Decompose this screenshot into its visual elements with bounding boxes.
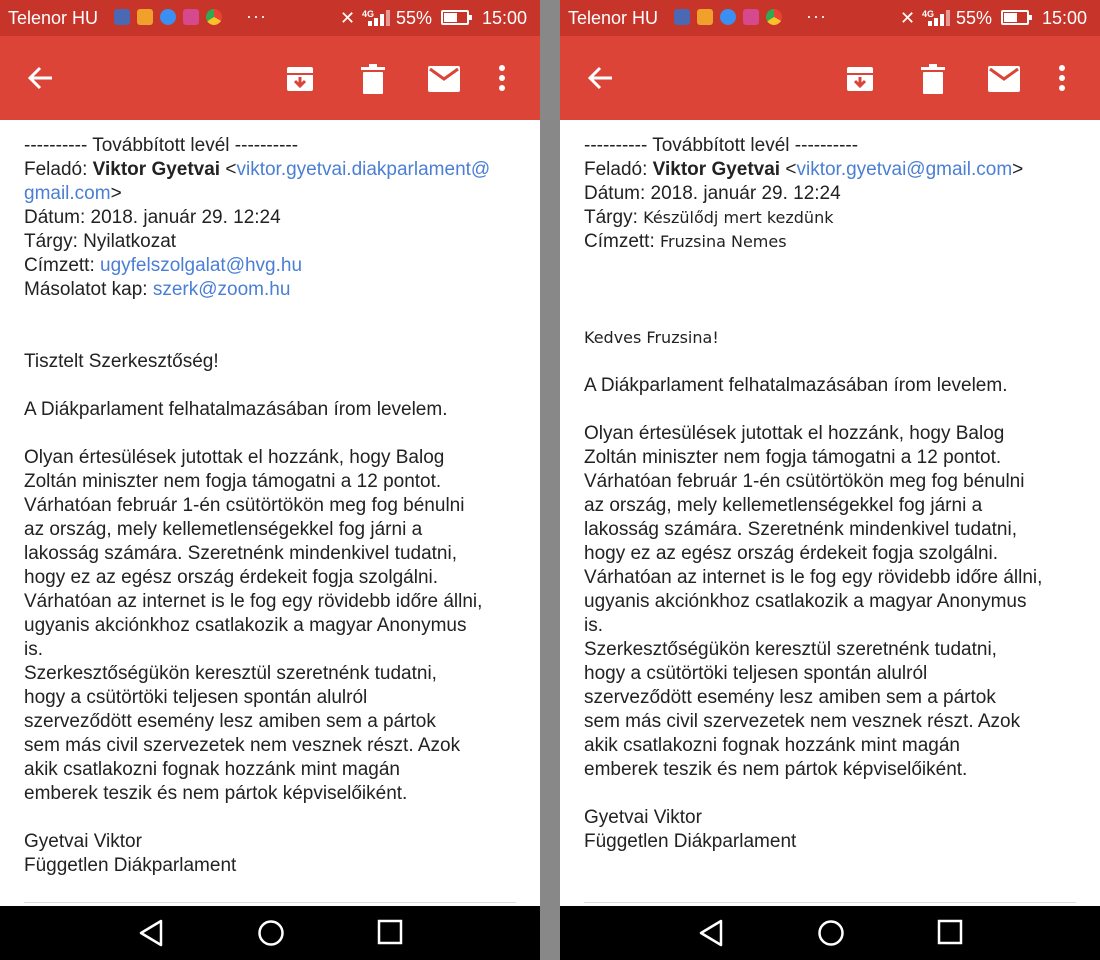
body-line: emberek teszik és nem pártok képviselőiként.	[584, 759, 968, 780]
body-line: sem más civil szervezetek nem vesznek részt. Azok	[584, 711, 1021, 732]
sender-email-link[interactable]: viktor.gyetvai.diakparlament@	[236, 159, 491, 180]
app-bar	[0, 36, 540, 120]
signature-org: Független Diákparlament	[24, 855, 237, 876]
cc-email-link[interactable]: szerk@zoom.hu	[152, 279, 291, 300]
lock-app-icon	[697, 9, 713, 25]
battery-icon	[441, 10, 469, 25]
date-line: Dátum: 2018. január 29. 12:24	[24, 207, 281, 228]
notification-icons	[114, 9, 229, 27]
body-line: lakosság számára. Szeretnénk mindenkivel tudatni,	[24, 543, 458, 564]
signal-strength-icon	[926, 10, 950, 26]
body-paragraph	[584, 422, 1084, 782]
nav-back-icon[interactable]	[698, 919, 724, 947]
mute-icon: ✕	[340, 8, 356, 28]
mail-icon[interactable]	[428, 66, 460, 92]
email-body	[24, 134, 524, 878]
body-line: sem más civil szervezetek nem vesznek részt. Azok	[24, 735, 461, 756]
from-line	[584, 158, 1084, 182]
body-line: szerveződött esemény lesz amiben sem a pártok	[24, 711, 436, 732]
date-line: Dátum: 2018. január 29. 12:24	[584, 183, 841, 204]
body-line: is.	[24, 639, 43, 660]
intro-line: A Diákparlament felhatalmazásában írom levelem.	[584, 375, 1008, 396]
body-line: Várhatóan február 1-én csütörtökön meg fog bénulni	[584, 471, 1025, 492]
body-line: lakosság számára. Szeretnénk mindenkivel tudatni,	[584, 519, 1018, 540]
chrome-icon	[766, 9, 782, 25]
nav-recents-icon[interactable]	[377, 919, 403, 945]
body-line: akik csatlakozni fognak hozzánk mint magán	[24, 759, 400, 780]
battery-icon	[1001, 10, 1029, 25]
signature-org: Független Diákparlament	[584, 831, 797, 852]
body-line: Zoltán miniszter nem fogja támogatni a 12 pontot.	[584, 447, 1002, 468]
body-line: Várhatóan február 1-én csütörtökön meg fog bénulni	[24, 495, 465, 516]
body-line: is.	[584, 615, 603, 636]
carrier-name: Telenor HU	[568, 8, 659, 28]
trash-icon[interactable]	[921, 64, 945, 94]
more-vert-icon[interactable]	[1058, 64, 1066, 92]
from-line	[24, 158, 524, 182]
facebook-icon	[114, 9, 130, 25]
network-type: 4G	[922, 9, 935, 19]
signature-name: Gyetvai Viktor	[24, 831, 142, 852]
body-line: Olyan értesülések jutottak el hozzánk, hogy Balog	[584, 423, 1005, 444]
forward-header: ---------- Továbbított levél ----------	[584, 135, 859, 156]
from-bracket-close: >	[110, 183, 122, 204]
clock: 15:00	[1042, 8, 1088, 28]
more-notifications-icon: ···	[806, 6, 827, 26]
status-bar	[0, 0, 540, 36]
more-notifications-icon: ···	[246, 6, 267, 26]
from-label: Feladó:	[24, 159, 93, 180]
facebook-icon	[674, 9, 690, 25]
body-line: hogy a csütörtöki teljesen spontán alulról	[24, 687, 368, 708]
body-line: az ország, mely kellemetlenségekkel fog járni a	[24, 519, 423, 540]
phone-screenshot-right	[560, 0, 1100, 960]
signal-strength-icon	[366, 10, 390, 26]
body-line: az ország, mely kellemetlenségekkel fog járni a	[584, 495, 983, 516]
mail-icon[interactable]	[988, 66, 1020, 92]
subject-line: Tárgy: Nyilatkozat	[24, 231, 177, 252]
body-line: hogy a csütörtöki teljesen spontán alulról	[584, 663, 928, 684]
recipient-email-link[interactable]: ugyfelszolgalat@hvg.hu	[100, 255, 303, 276]
more-vert-icon[interactable]	[498, 64, 506, 92]
recipient-name: Fruzsina Nemes	[660, 232, 787, 251]
messenger-icon	[160, 9, 176, 25]
nav-home-icon[interactable]	[817, 919, 845, 947]
sender-email-link-continued[interactable]: gmail.com	[24, 183, 111, 204]
back-arrow-icon[interactable]	[26, 64, 54, 92]
signature-name: Gyetvai Viktor	[584, 807, 702, 828]
body-line: Várhatóan az internet is le fog egy rövidebb időre állni,	[24, 591, 483, 612]
body-line: akik csatlakozni fognak hozzánk mint magán	[584, 735, 960, 756]
divider	[584, 902, 1076, 903]
status-bar	[560, 0, 1100, 36]
from-bracket-open: <	[220, 159, 237, 180]
to-label: Címzett:	[24, 255, 101, 276]
nav-recents-icon[interactable]	[937, 919, 963, 945]
instagram-icon	[743, 9, 759, 25]
forward-header: ---------- Továbbított levél ----------	[24, 135, 299, 156]
body-line: emberek teszik és nem pártok képviselőiként.	[24, 783, 408, 804]
body-line: szerveződött esemény lesz amiben sem a pártok	[584, 687, 996, 708]
carrier-name: Telenor HU	[8, 8, 99, 28]
navigation-bar	[560, 906, 1100, 960]
nav-home-icon[interactable]	[257, 919, 285, 947]
from-bracket-close: >	[1012, 159, 1024, 180]
battery-percent: 55%	[956, 8, 993, 28]
to-label: Címzett:	[584, 231, 661, 252]
from-label: Feladó:	[584, 159, 653, 180]
intro-line: A Diákparlament felhatalmazásában írom levelem.	[24, 399, 448, 420]
subject-value: Készülődj mert kezdünk	[643, 208, 834, 227]
battery-percent: 55%	[396, 8, 433, 28]
body-line: ugyanis akciónkhoz csatlakozik a magyar Anonymus	[24, 615, 467, 636]
body-line: Zoltán miniszter nem fogja támogatni a 12 pontot.	[24, 471, 442, 492]
to-line	[584, 230, 1084, 254]
sender-name: Viktor Gyetvai	[652, 159, 781, 180]
messenger-icon	[720, 9, 736, 25]
email-body	[584, 134, 1084, 854]
instagram-icon	[183, 9, 199, 25]
back-arrow-icon[interactable]	[586, 64, 614, 92]
greeting: Kedves Fruzsina!	[584, 328, 719, 347]
lock-app-icon	[137, 9, 153, 25]
divider	[24, 902, 516, 903]
sender-name: Viktor Gyetvai	[92, 159, 221, 180]
body-line: ugyanis akciónkhoz csatlakozik a magyar Anonymus	[584, 591, 1027, 612]
nav-back-icon[interactable]	[138, 919, 164, 947]
notification-icons	[674, 9, 789, 27]
to-line	[24, 254, 524, 278]
phone-screenshot-left	[0, 0, 540, 960]
body-line: Olyan értesülések jutottak el hozzánk, hogy Balog	[24, 447, 445, 468]
trash-icon[interactable]	[361, 64, 385, 94]
body-paragraph	[24, 446, 524, 806]
body-line: hogy ez az egész ország érdekeit fogja szolgálni.	[584, 543, 999, 564]
navigation-bar	[0, 906, 540, 960]
sender-email-link[interactable]: viktor.gyetvai@gmail.com	[796, 159, 1013, 180]
body-line: Várhatóan az internet is le fog egy rövidebb időre állni,	[584, 567, 1043, 588]
body-line: Szerkesztőségükön keresztül szeretnénk tudatni,	[584, 639, 997, 660]
body-line: hogy ez az egész ország érdekeit fogja szolgálni.	[24, 567, 439, 588]
chrome-icon	[206, 9, 222, 25]
cc-line	[24, 278, 524, 302]
archive-icon[interactable]	[286, 65, 314, 93]
subject-label: Tárgy:	[584, 207, 644, 228]
clock: 15:00	[482, 8, 528, 28]
greeting: Tisztelt Szerkesztőség!	[24, 351, 219, 372]
subject-line	[584, 206, 1084, 230]
archive-icon[interactable]	[846, 65, 874, 93]
body-line: Szerkesztőségükön keresztül szeretnénk tudatni,	[24, 663, 437, 684]
cc-label: Másolatot kap:	[24, 279, 153, 300]
from-line-continued	[24, 182, 524, 206]
from-bracket-open: <	[780, 159, 797, 180]
network-type: 4G	[362, 9, 375, 19]
mute-icon: ✕	[900, 8, 916, 28]
app-bar	[560, 36, 1100, 120]
